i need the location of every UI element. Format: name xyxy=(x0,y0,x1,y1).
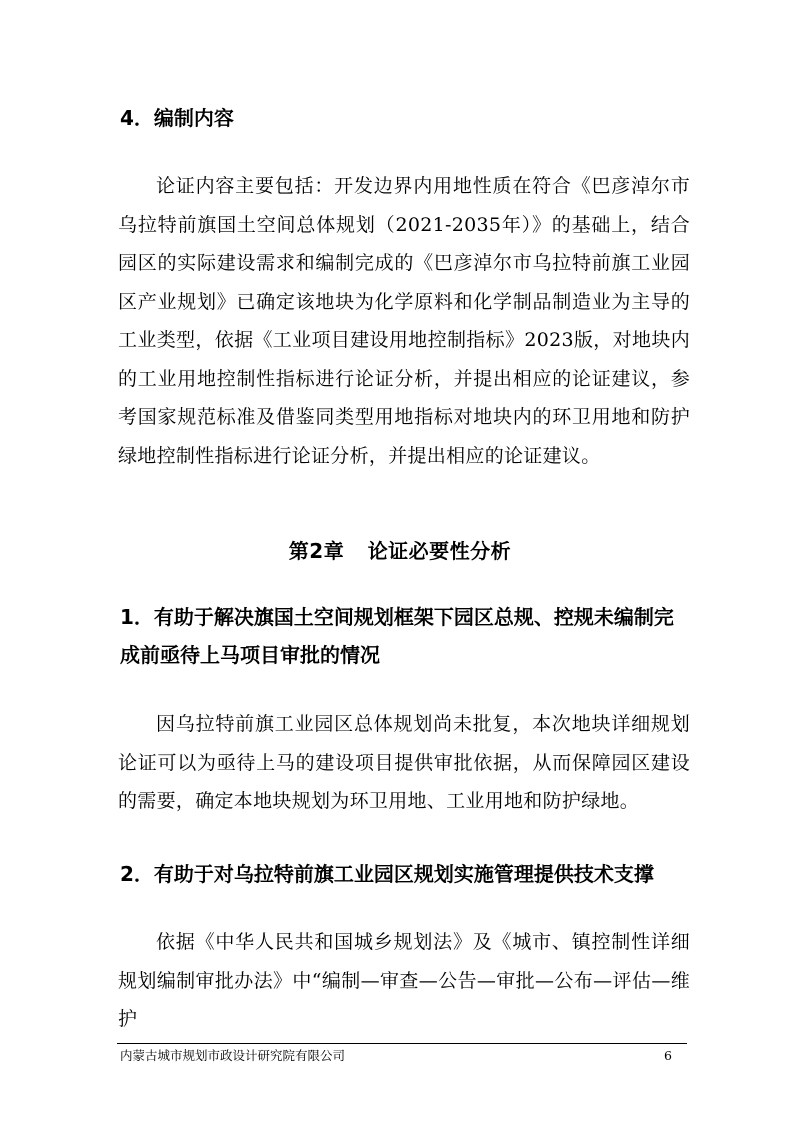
section-4-paragraph: 论证内容主要包括：开发边界内用地性质在符合《巴彦淖尔市乌拉特前旗国土空间总体规划（2021-2035年）》的基础上，结合园区的实际建设需求和编制完成的《巴彦淖尔市乌拉特前旗工业园区产业规划》已确定该地块为化学原料和化学制品制造业为主导的工业类型，依据《工业项目建设用地控制指标》2023版，对地块内的工业用地控制性指标进行论证分析，并提出相应的论证建议，参考国家规范标准及借鉴同类型用地指标对地块内的环卫用地和防护绿地控制性指标进行论证分析，并提出相应的论证建议。 xyxy=(118,175,690,467)
chapter-heading xyxy=(0,535,800,567)
point-2-heading: 2．有助于对乌拉特前旗工业园区规划实施管理提供技术支撑 xyxy=(120,862,654,886)
chapter-number: 第2章 xyxy=(288,539,345,563)
chapter-title: 论证必要性分析 xyxy=(367,539,512,563)
page-number: 6 xyxy=(664,1048,672,1063)
point-1-heading: 1．有助于解决旗国土空间规划框架下园区总规、控规未编制完成前亟待上马项目审批的情况 xyxy=(120,605,674,667)
point-2-paragraph: 依据《中华人民共和国城乡规划法》及《城市、镇控制性详细规划编制审批办法》中“编制—审查—公告—审批—公布—评估—维护 xyxy=(118,931,690,1030)
footer-divider xyxy=(117,1043,687,1044)
point-1-paragraph: 因乌拉特前旗工业园区总体规划尚未批复，本次地块详细规划论证可以为亟待上马的建设项目提供审批依据，从而保障园区建设的需要，确定本地块规划为环卫用地、工业用地和防护绿地。 xyxy=(118,713,690,812)
section-heading-4: 4．编制内容 xyxy=(120,106,234,130)
footer-organization: 内蒙古城市规划市政设计研究院有限公司 xyxy=(120,1048,346,1063)
